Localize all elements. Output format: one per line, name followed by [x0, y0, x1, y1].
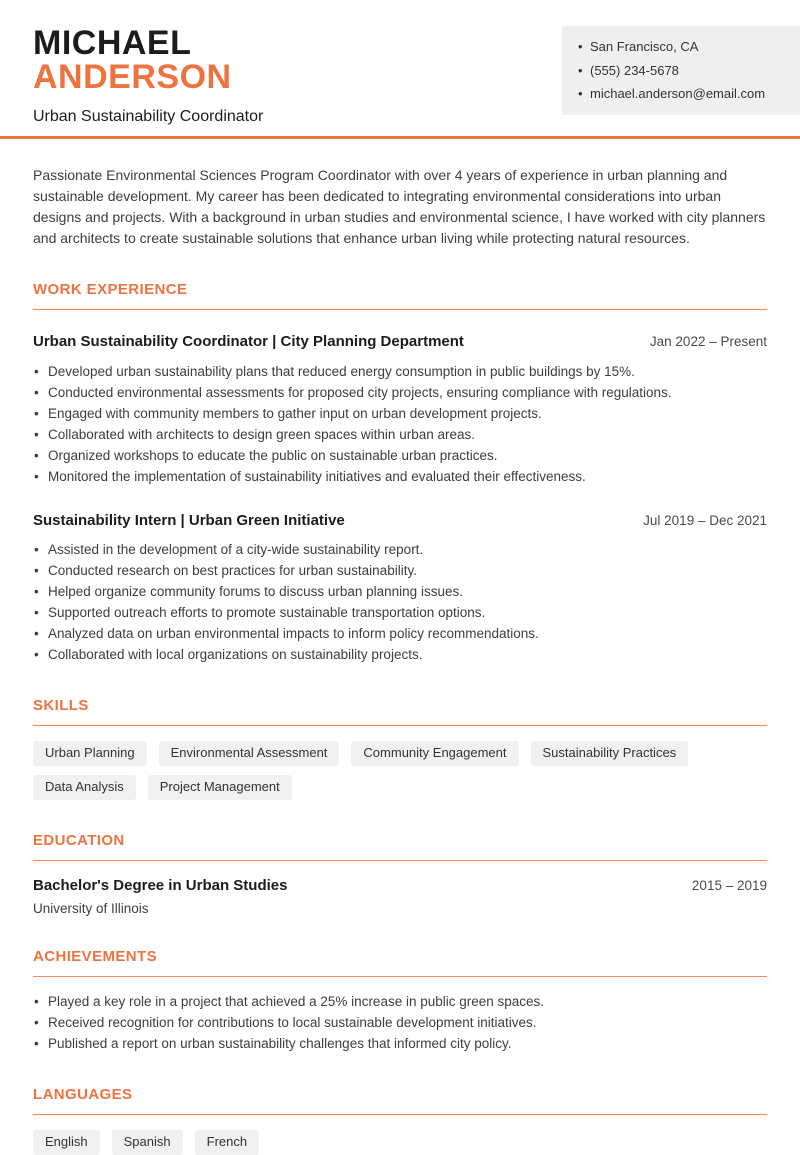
section-achievements: [33, 948, 767, 1054]
skills-heading: SKILLS: [33, 697, 767, 726]
bullet-item: • Received recognition for contributions to local sustainable development initiatives.: [33, 1012, 767, 1033]
job-bullet-list: [33, 361, 767, 487]
education-dates: 2015 – 2019: [691, 878, 767, 894]
job-entry-header: [33, 332, 767, 352]
header-divider: [0, 136, 800, 139]
languages-tag-list: [33, 1130, 767, 1155]
work-experience-heading: WORK EXPERIENCE: [33, 281, 767, 310]
language-tag: French: [195, 1130, 259, 1155]
job-entry-header: [33, 511, 767, 531]
contact-list: [578, 39, 784, 102]
contact-email: • michael.anderson@email.com: [578, 86, 784, 102]
contact-phone: • (555) 234-5678: [578, 63, 784, 79]
job-bullet-list: [33, 539, 767, 665]
bullet-item: • Played a key role in a project that achieved a 25% increase in public green spaces.: [33, 991, 767, 1012]
section-education: [33, 832, 767, 916]
bullet-item: • Collaborated with architects to design green spaces within urban areas.: [33, 424, 767, 445]
bullet-item: • Helped organize community forums to discuss urban planning issues.: [33, 581, 767, 602]
bullet-item: • Developed urban sustainability plans that reduced energy consumption in public buildings by 15%.: [33, 361, 767, 382]
skill-tag: Project Management: [148, 775, 292, 800]
summary-paragraph: Passionate Environmental Sciences Program Coordinator with over 4 years of experience in urban planning and sustainable development. My career has been dedicated to integrating environmental considerations into urban designs and projects. With a background in urban studies and environmental science, I have worked with city planners and architects to create sustainable solutions that enhance urban living while protecting natural resources.: [33, 167, 766, 247]
job-title-company: Sustainability Intern | Urban Green Initiative: [33, 511, 345, 529]
bullet-item: • Organized workshops to educate the public on sustainable urban practices.: [33, 445, 767, 466]
achievements-bullet-list: [33, 991, 767, 1054]
section-languages: [33, 1086, 767, 1155]
achievements-heading: ACHIEVEMENTS: [33, 948, 767, 977]
school-name: University of Illinois: [33, 900, 149, 916]
bullet-item: • Monitored the implementation of sustainability initiatives and evaluated their effectiveness.: [33, 466, 767, 487]
skill-tag: Urban Planning: [33, 741, 147, 766]
skill-tag: Sustainability Practices: [531, 741, 689, 766]
languages-heading: LANGUAGES: [33, 1086, 767, 1115]
language-tag: Spanish: [112, 1130, 183, 1155]
skills-tag-list: [33, 741, 767, 800]
resume-body: [0, 165, 800, 1154]
contact-location: • San Francisco, CA: [578, 39, 784, 55]
job-dates: Jul 2019 – Dec 2021: [643, 512, 767, 528]
bullet-item: • Conducted environmental assessments for proposed city projects, ensuring compliance with regulations.: [33, 382, 767, 403]
contact-box: [562, 26, 800, 115]
skill-tag: Environmental Assessment: [159, 741, 340, 766]
job-entry: [33, 511, 767, 666]
headline-job-title: Urban Sustainability Coordinator: [33, 108, 264, 125]
bullet-item: • Published a report on urban sustainability challenges that informed city policy.: [33, 1033, 767, 1054]
job-title-company: Urban Sustainability Coordinator | City Planning Department: [33, 333, 464, 351]
job-dates: Jan 2022 – Present: [649, 334, 767, 350]
education-heading: EDUCATION: [33, 832, 767, 861]
last-name: ANDERSON: [33, 58, 232, 96]
skill-tag: Data Analysis: [33, 775, 136, 800]
bullet-item: • Analyzed data on urban environmental impacts to inform policy recommendations.: [33, 623, 767, 644]
bullet-item: • Assisted in the development of a city-wide sustainability report.: [33, 539, 767, 560]
job-entry: [33, 332, 767, 487]
degree-title: Bachelor's Degree in Urban Studies: [33, 877, 288, 895]
bullet-item: • Engaged with community members to gather input on urban development projects.: [33, 403, 767, 424]
section-work-experience: [33, 281, 767, 665]
bullet-item: • Conducted research on best practices for urban sustainability.: [33, 560, 767, 581]
education-entry-header: [33, 876, 767, 896]
first-name: MICHAEL: [33, 24, 192, 62]
language-tag: English: [33, 1130, 100, 1155]
resume-header: [0, 0, 800, 126]
bullet-item: • Supported outreach efforts to promote sustainable transportation options.: [33, 602, 767, 623]
skill-tag: Community Engagement: [351, 741, 518, 766]
section-skills: [33, 697, 767, 800]
bullet-item: • Collaborated with local organizations on sustainability projects.: [33, 644, 767, 665]
